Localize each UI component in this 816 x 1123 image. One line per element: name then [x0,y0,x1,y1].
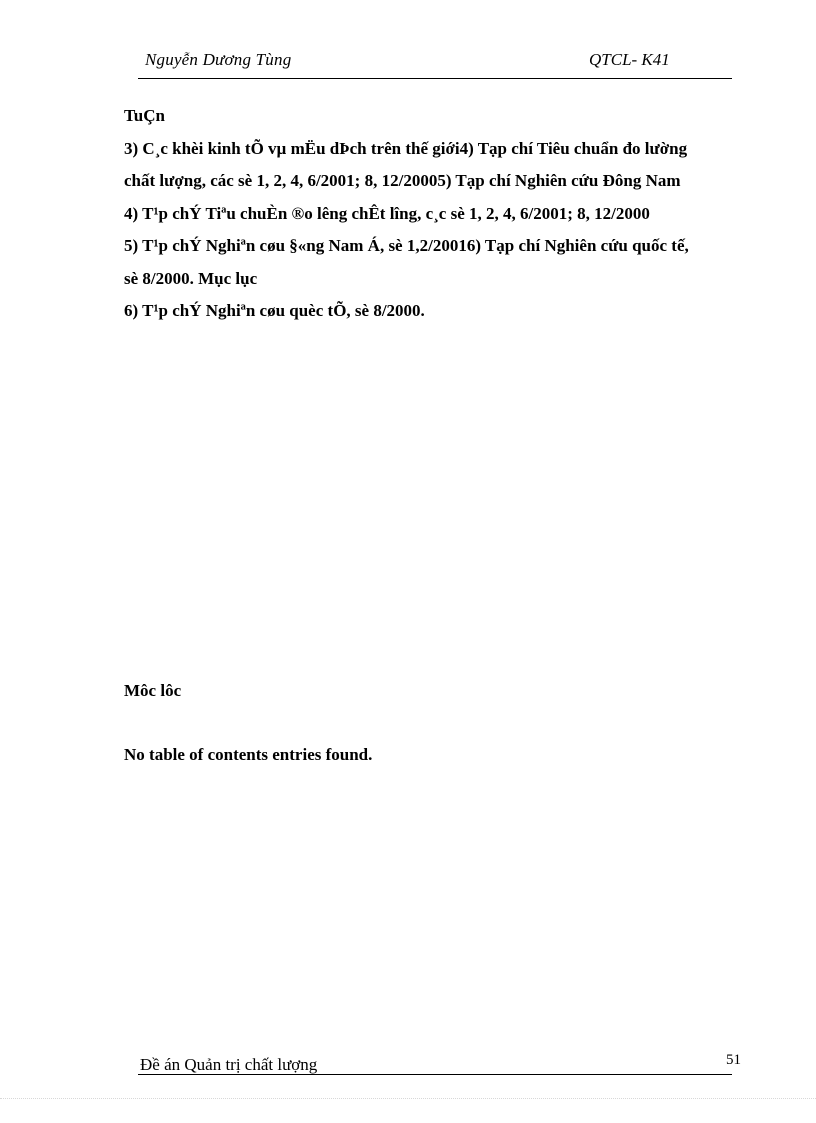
header-author: Nguyễn Dương Tùng [145,50,292,69]
body-line-3: chất lượng, các sè 1, 2, 4, 6/2001; 8, 12/20005) Tạp chí Nghiên cứu Đông Nam [124,171,681,190]
toc-empty-message: No table of contents entries found. [124,745,373,764]
body-line-4: 4) T¹p chÝ Tiªu chuÈn ®o lêng chÊt lîng, c¸c sè 1, 2, 4, 6/2001; 8, 12/2000 [124,203,650,223]
body-line-2: 3) C¸c khèi kinh tÕ vµ mËu dÞch trên thế giới4) Tạp chí Tiêu chuẩn đo lường [124,138,688,158]
body-text [124,100,774,328]
footer-title: Đề án Quản trị chất lượng [140,1055,318,1074]
page-number: 51 [726,1052,741,1068]
page-header [138,48,732,79]
page-footer [138,1052,741,1075]
body-line-6: sè 8/2000. Mục lục [124,268,258,288]
body-line-1: TuÇn [124,106,165,125]
body-line-5: 5) T¹p chÝ Nghiªn cøu §«ng Nam Á, sè 1,2/20016) Tạp chí Nghiên cứu quốc tế, [124,236,689,255]
body-line-7: 6) T¹p chÝ Nghiªn cøu quèc tÕ, sè 8/2000. [124,301,425,320]
header-class-code: QTCL- K41 [589,50,670,69]
toc-title: Môc lôc [124,681,182,700]
page-bottom-divider [0,1098,816,1100]
